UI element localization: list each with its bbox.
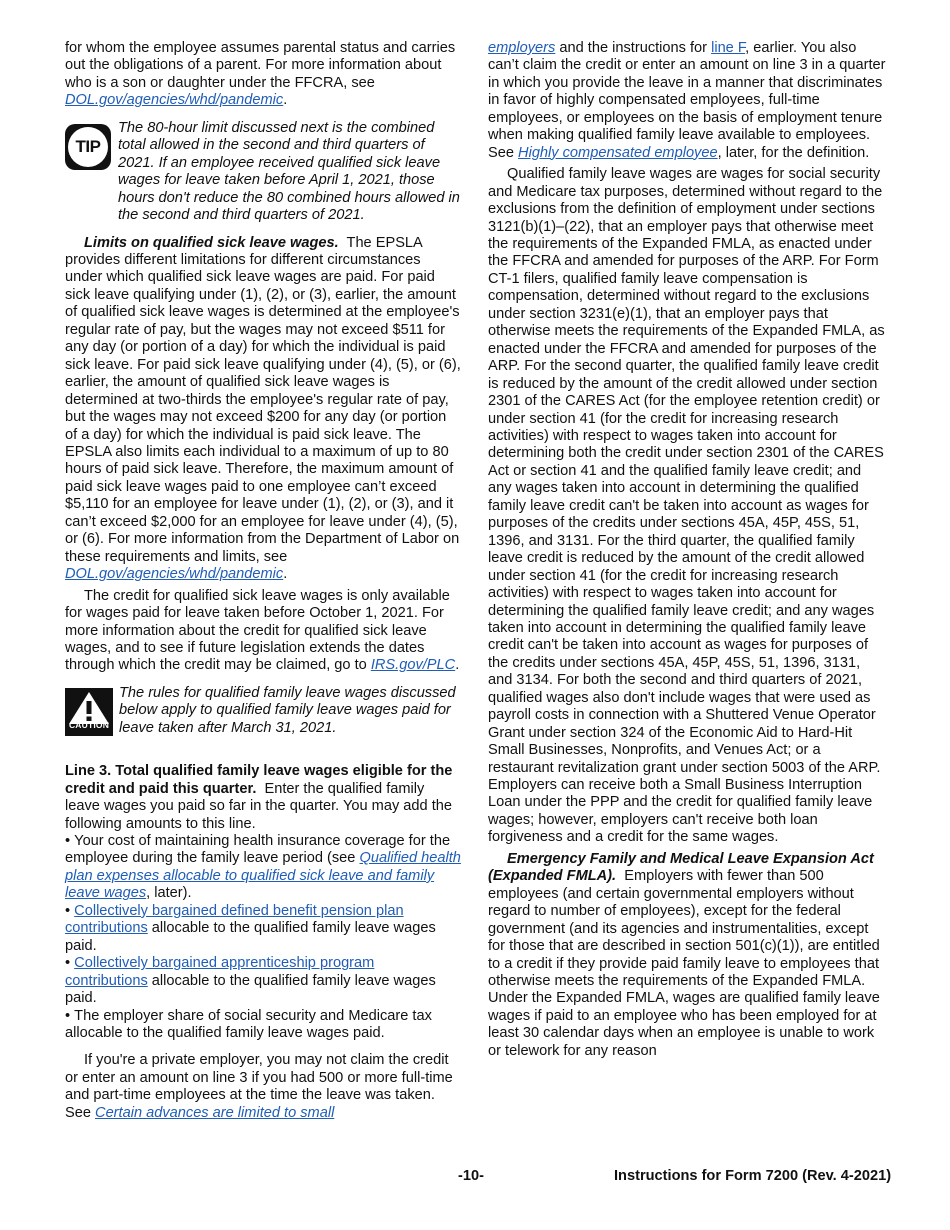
dol-pandemic-link-2[interactable]: DOL.gov/agencies/whd/pandemic — [65, 566, 284, 583]
page-number: -10- — [458, 1168, 484, 1184]
bullet-employer-share: • The employer share of social security and Medicare tax allocable to the qualified family leave wages paid. — [65, 1008, 461, 1043]
private-employer-paragraph: If you're a private employer, you may not claim the credit or enter an amount on line 3 if you had 500 or more full-time and part-time employees at the time the leave was taken. See Certain advances are limited to small — [65, 1052, 453, 1121]
tip-icon: TIP — [65, 124, 111, 170]
caution-text: The rules for qualified family leave wages discussed below apply to qualified family leave wages paid for leave taken after March 31, 2021. — [119, 684, 456, 736]
bullet-health-insurance: • Your cost of maintaining health insurance coverage for the employee during the family leave period (see Qualified health plan expenses allocable to qualified sick leave and family leave wages, later). — [65, 833, 461, 903]
qualified-family-leave-wages-paragraph: Qualified family leave wages are wages for social security and Medicare tax purposes, determined without regard to the exclusions from the definition of employment under sections 3121(b)(1)–(22), that an employer pays that otherwise meet the requirements of the Expanded FMLA, as enacted under the FFCRA and amended for purposes of the ARP. For Form CT-1 filers, qualified family leave compensation is compensation, determined without regard to the exclusions under section 3231(e)(1), that an employer pays that otherwise meets the requirements of the Expanded FMLA, as enacted under the FFCRA and amended for purposes of the ARP. For the second quarter, the qualified family leave credit is reduced by the amount of the credit allowed under section 2301 of the CARES Act (for the employee retention credit) or under section 41 (for the credit for increasing research activities) with respect to wages taken into account for determining both the credit under section 2301 of the CARES Act or section 41 and the qualified family leave credit; and any wages taken into account in determining the qualified family leave credit can't be taken into account as wages for purposes of the credits under sections 45A, 45P, 45S, 51, 1396, and 3131. For the third quarter, the qualified family leave credit is reduced by the amount of the credit allowed under section 41 (for the credit for increasing research activities) with respect to wages taken into account for determining the qualified family leave credit; and any wages taken into account in determining the qualified family leave credit can't be taken into account as wages for purposes of the credits under sections 45A, 45P, 45S, 51, 1396, 3131, and 3134. For both the second and third quarters of 2021, qualified wages also don't include wages that were used as payroll costs in connection with a Shuttered Venue Operator Grant under section 324 of the Economic Aid to Hard-Hit Small Businesses, Nonprofits, and Venues Act; or a restaurant revitalization grant under section 5003 of the ARP. Employers can receive both a Small Business Interruption Loan under the PPP and the credit for qualified family leave wages; however, employers can't receive both loan forgiveness and a credit for the same wages. — [488, 166, 885, 846]
line-f-link[interactable]: line F — [711, 40, 746, 56]
caution-note — [65, 685, 461, 737]
intro-paragraph: for whom the employee assumes parental status and carries out the obligations of a parent. For more information about who is a son or daughter under the FFCRA, see DOL.gov/agencies/whd/pandemic. — [65, 40, 456, 109]
continuation-paragraph: employers and the instructions for line F, earlier. You also can’t claim the credit or enter an amount on line 3 in a quarter in which you provide the leave in a manner that discriminates in favor of highly compensated employees, full-time employees, or employees on the basis of employment tenure when making qualified family leave available to employees. See Highly compensated employee, later, for the definition. — [488, 40, 886, 161]
irs-plc-link[interactable]: IRS.gov/PLC — [370, 657, 456, 674]
apprenticeship-link[interactable]: Collectively bargained apprenticeship program contributions — [65, 955, 375, 989]
credit-paragraph: The credit for qualified sick leave wages is only available for wages paid for leave taken before October 1, 2021. For more information about the credit for qualified sick leave wages, and to see if future legislation extends the dates through which the credit may be claimed, go to IRS.gov/PLC. — [65, 587, 460, 674]
limits-paragraph: Limits on qualified sick leave wages. The EPSLA provides different limitations for different circumstances under which qualified sick leave wages are paid. For paid sick leave qualifying under (1), (2), or (3), earlier, the amount of qualified sick leave wages is determined at the employee's regular rate of pay, but the wages may not exceed $511 for any day (or portion of a day) for which the individual is paid sick leave. For paid sick leave qualifying under (4), (5), or (6), earlier, the amount of qualified sick leave wages is determined at two-thirds the employee's regular rate of pay, but the wages may not exceed $200 for any day (or portion of a day) for which the individual is paid sick leave. The EPSLA also limits each individual to a maximum of up to 80 hours of paid sick leave. Therefore, the maximum amount of paid sick leave wages paid to one employee can’t exceed $5,110 for an employee for leave under (1), (2), or (3), and it can’t exceed $2,000 for an employee for leave under (4), (5), or (6). For more information from the Department of Labor on these requirements and limits, see DOL.gov/agencies/whd/pandemic. — [65, 234, 461, 583]
bullet-pension: • Collectively bargained defined benefit pension plan contributions allocable to the qualified family leave wages paid. — [65, 903, 461, 955]
line3-paragraph: Line 3. Total qualified family leave wages eligible for the credit and paid this quarter. Enter the qualified family leave wages you paid so far in the quarter. You may add the following amounts to this line. — [65, 763, 453, 832]
small-employers-link[interactable]: Certain advances are limited to small — [95, 1104, 335, 1121]
efmla-heading: Emergency Family and Medical Leave Expansion Act (Expanded FMLA). — [488, 850, 874, 885]
tip-note — [65, 120, 461, 225]
tip-text: The 80-hour limit discussed next is the combined total allowed in the second and third quarters of 2021. If an employee received qualified sick leave wages for leave taken before April 1, 2021, those hours don't reduce the 80 combined hours allowed in the second and third quarters of 2021. — [118, 119, 460, 224]
caution-icon: CAUTION — [65, 688, 113, 736]
efmla-paragraph: Emergency Family and Medical Leave Expansion Act (Expanded FMLA). Employers with fewer than 500 employees (and certain governmental employers without regard to number of employees), except for the federal government (and its agencies and instrumentalities, except for those that are described in section 501(c)(1)), are entitled to a credit if they provide paid family leave to employees that otherwise meets the requirements of the Expanded FMLA. Under the Expanded FMLA, wages are qualified family leave wages if paid to an employee who has been employed for at least 30 calendar days when an employee is unable to work or telework for any reason — [488, 850, 880, 1059]
dol-pandemic-link[interactable]: DOL.gov/agencies/whd/pandemic — [65, 92, 284, 109]
limits-heading: Limits on qualified sick leave wages. — [84, 234, 339, 251]
health-plan-expenses-link[interactable]: Qualified health plan expenses allocable to qualified sick leave and family leave wages — [65, 850, 461, 902]
left-column — [65, 40, 461, 1122]
pension-plan-link[interactable]: Collectively bargained defined benefit pension plan contributions — [65, 902, 404, 937]
bullet-apprenticeship: • Collectively bargained apprenticeship program contributions allocable to the qualified family leave wages paid. — [65, 955, 461, 1007]
footer-title: Instructions for Form 7200 (Rev. 4-2021) — [614, 1168, 892, 1184]
right-column — [488, 40, 886, 1060]
line3-heading: Line 3. Total qualified family leave wages eligible for the credit and paid this quarter. — [65, 763, 453, 797]
highly-compensated-link[interactable]: Highly compensated employee — [518, 144, 718, 161]
employers-link[interactable]: employers — [488, 40, 556, 56]
